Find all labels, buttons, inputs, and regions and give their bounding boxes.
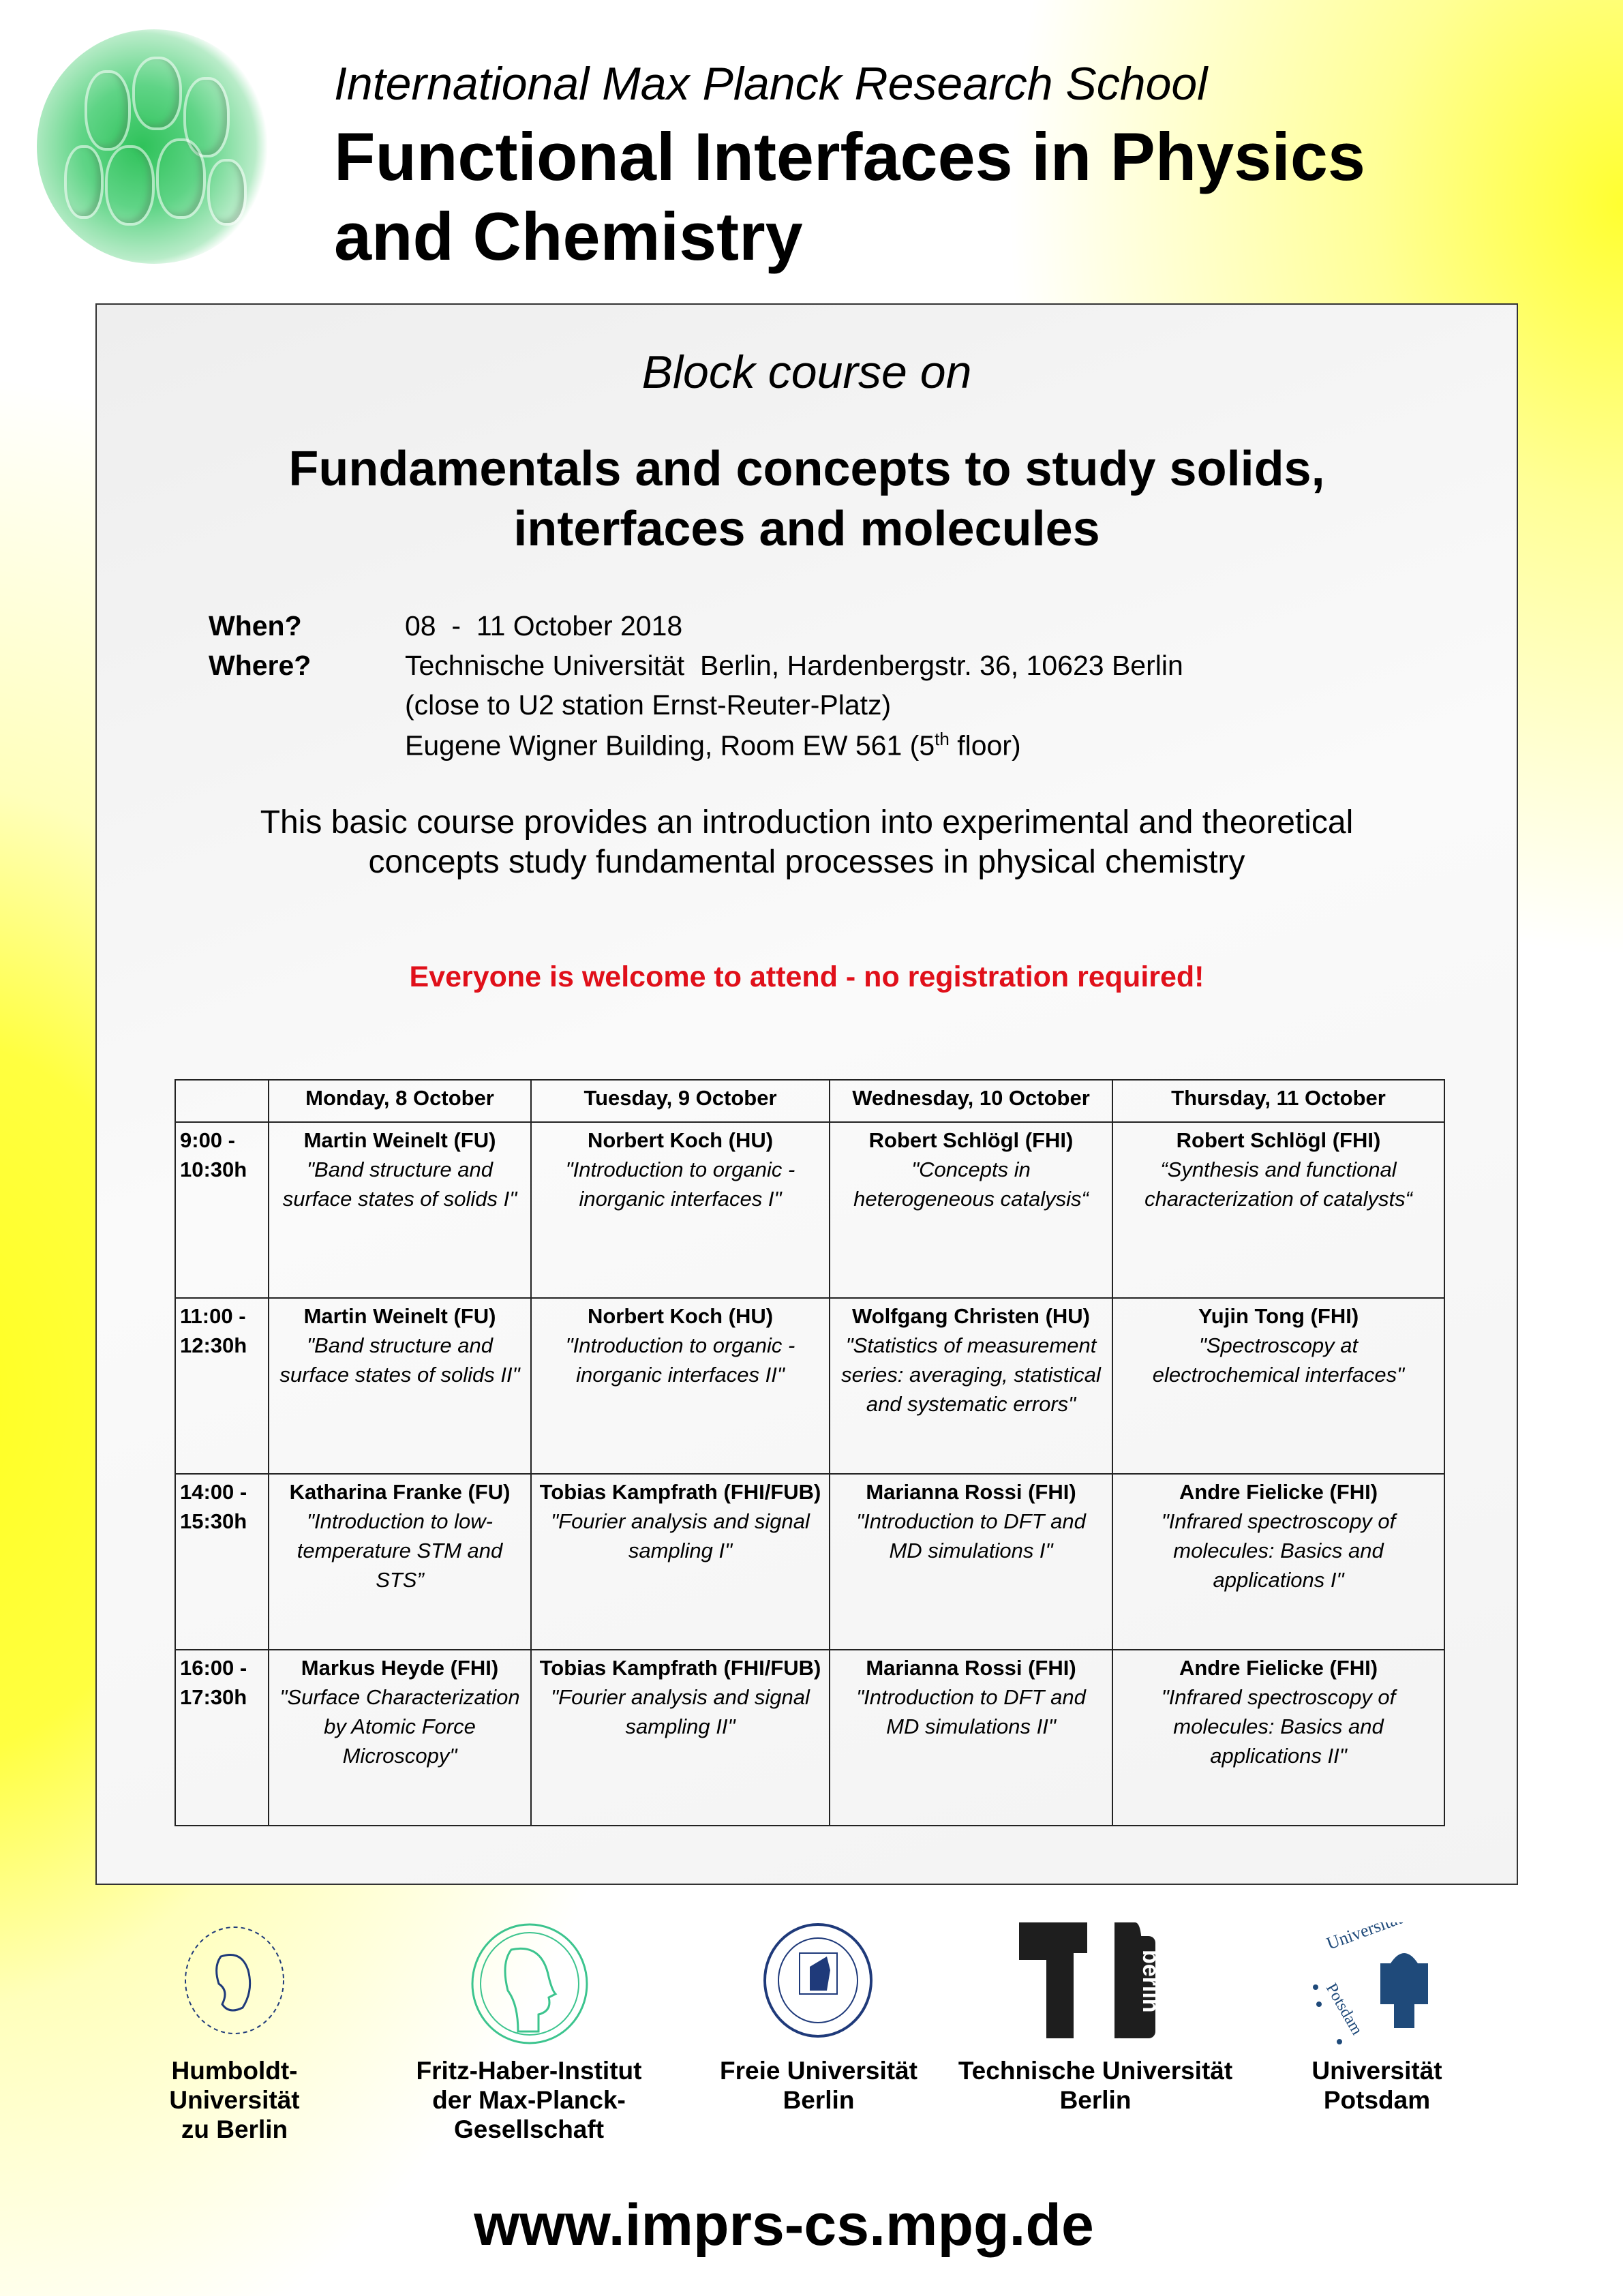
time-text: 12:30h: [180, 1333, 247, 1357]
speaker: Robert Schlögl (FHI): [1176, 1128, 1381, 1152]
time-slot: [175, 1122, 269, 1298]
lecture-title: "Introduction to DFT and: [856, 1509, 1086, 1533]
lecture-title: characterization of catalysts“: [1144, 1187, 1412, 1211]
day-header: Tuesday, 9 October: [531, 1080, 830, 1122]
imprs-logo: [37, 29, 271, 264]
time-slot: [175, 1298, 269, 1474]
speaker: Wolfgang Christen (HU): [851, 1304, 1090, 1328]
lecture-title: "Spectroscopy at: [1198, 1333, 1359, 1357]
speaker: Tobias Kampfrath (FHI/FUB): [539, 1656, 821, 1680]
day-header: Monday, 8 October: [269, 1080, 531, 1122]
time-text: 15:30h: [180, 1509, 247, 1533]
school-title-line2: and Chemistry: [334, 198, 803, 274]
schedule-row: [175, 1650, 1444, 1826]
svg-text:berlin: berlin: [1138, 1950, 1164, 2013]
schedule-table: [175, 1079, 1445, 1826]
partner-name-line: Technische Universität: [958, 2057, 1233, 2085]
speaker: Katharina Franke (FU): [289, 1480, 511, 1504]
partner-name-line: Berlin: [1059, 2086, 1132, 2114]
where-label: Where?: [209, 650, 312, 681]
partner-name-line: Universität: [1311, 2057, 1442, 2085]
session-cell: [830, 1650, 1112, 1826]
speaker: Marianna Rossi (FHI): [866, 1480, 1076, 1504]
lecture-title: molecules: Basics and: [1173, 1539, 1384, 1562]
speaker: Andre Fielicke (FHI): [1179, 1480, 1378, 1504]
description-line1: This basic course provides an introduction into experimental and theoretical: [260, 804, 1354, 841]
lecture-title: inorganic interfaces II": [576, 1363, 785, 1387]
lecture-title: sampling I": [628, 1539, 733, 1562]
school-title-line1: Functional Interfaces in Physics: [334, 119, 1365, 194]
lecture-title: surface states of solids I": [282, 1187, 517, 1211]
time-slot: [175, 1650, 269, 1826]
lecture-title: molecules: Basics and: [1173, 1715, 1384, 1738]
lecture-title: "Introduction to low-: [307, 1509, 493, 1533]
description-line2: concepts study fundamental processes in physical chemistry: [368, 844, 1245, 880]
session-cell: [830, 1474, 1112, 1650]
partner-name-line: Fritz-Haber-Institut: [416, 2057, 642, 2085]
speaker: Martin Weinelt (FU): [303, 1128, 496, 1152]
course-title-line2: interfaces and molecules: [513, 502, 1100, 556]
time-text: 9:00 -: [180, 1128, 235, 1152]
partner-name-line: Potsdam: [1323, 2086, 1431, 2114]
lecture-title: "Infrared spectroscopy of: [1161, 1509, 1396, 1533]
lecture-title: and systematic errors": [866, 1392, 1076, 1416]
partner-name-line: Universität: [169, 2086, 300, 2114]
session-cell: [830, 1122, 1112, 1298]
session-cell: [531, 1474, 830, 1650]
lecture-title: "Fourier analysis and signal: [551, 1685, 810, 1709]
time-text: 10:30h: [180, 1158, 247, 1181]
schedule-row: [175, 1122, 1444, 1298]
time-text: 14:00 -: [180, 1480, 247, 1504]
time-text: 16:00 -: [180, 1656, 247, 1680]
schedule-header-row: [175, 1080, 1444, 1122]
partner-name: [91, 2056, 378, 2144]
session-cell: [531, 1650, 830, 1826]
lecture-title: Microscopy": [342, 1744, 457, 1768]
lecture-title: MD simulations II": [886, 1715, 1056, 1738]
lecture-title: "Introduction to organic -: [565, 1333, 795, 1357]
session-cell: [1112, 1474, 1444, 1650]
schedule-row: [175, 1474, 1444, 1650]
lecture-title: applications II": [1210, 1744, 1347, 1768]
speaker: Tobias Kampfrath (FHI/FUB): [539, 1480, 821, 1504]
session-cell: [1112, 1650, 1444, 1826]
freie-universitaet-logo: [762, 1922, 875, 2038]
session-cell: [1112, 1122, 1444, 1298]
partner-name-line: Humboldt-: [171, 2057, 298, 2085]
room-text: Eugene Wigner Building, Room EW 561 (5: [405, 729, 935, 761]
session-cell: [830, 1298, 1112, 1474]
lecture-title: applications I": [1213, 1568, 1344, 1592]
partner-name: [1234, 2056, 1520, 2115]
lecture-title: "Band structure and: [307, 1333, 493, 1357]
speaker: Martin Weinelt (FU): [303, 1304, 496, 1328]
course-intro: Block course on: [641, 346, 972, 398]
speaker: Norbert Koch (HU): [587, 1304, 774, 1328]
day-header: Wednesday, 10 October: [830, 1080, 1112, 1122]
partner-name-line: zu Berlin: [181, 2115, 288, 2143]
where-room: [405, 729, 1021, 762]
session-cell: [531, 1298, 830, 1474]
lecture-title: "Concepts in: [911, 1158, 1031, 1181]
lecture-title: "Introduction to DFT and: [856, 1685, 1086, 1709]
where-address: Technische Universität Berlin, Hardenbergstr. 36, 10623 Berlin: [405, 650, 1183, 681]
partner-name: [386, 2056, 672, 2144]
when-value: 08 - 11 October 2018: [405, 610, 683, 641]
partner-name-line: Freie Universität: [720, 2057, 917, 2085]
partner-name-line: der Max-Planck-: [432, 2086, 626, 2114]
lecture-title: by Atomic Force: [324, 1715, 476, 1738]
school-subtitle: International Max Planck Research School: [334, 58, 1208, 110]
course-box: [95, 303, 1518, 1885]
lecture-title: inorganic interfaces I": [579, 1187, 782, 1211]
lecture-title: STS”: [376, 1568, 424, 1592]
lecture-title: MD simulations I": [889, 1539, 1053, 1562]
session-cell: [531, 1122, 830, 1298]
where-transit: (close to U2 station Ernst-Reuter-Platz): [405, 689, 892, 721]
website-url[interactable]: www.imprs-cs.mpg.de: [474, 2192, 1094, 2258]
session-cell: [1112, 1298, 1444, 1474]
session-cell: [269, 1298, 531, 1474]
schedule-row: [175, 1298, 1444, 1474]
time-slot: [175, 1474, 269, 1650]
partner-name-line: Berlin: [783, 2086, 855, 2114]
lecture-title: "Infrared spectroscopy of: [1161, 1685, 1396, 1709]
room-sup: th: [935, 729, 950, 749]
speaker: Norbert Koch (HU): [587, 1128, 774, 1152]
lecture-title: sampling II": [625, 1715, 735, 1738]
uni-potsdam-logo: [1309, 1922, 1445, 2052]
partner-name: [676, 2056, 962, 2115]
day-header: Thursday, 11 October: [1112, 1080, 1444, 1122]
svg-text:Potsdam: Potsdam: [1322, 1980, 1366, 2038]
lecture-title: temperature STM and: [297, 1539, 503, 1562]
speaker: Markus Heyde (FHI): [301, 1656, 499, 1680]
time-header: [175, 1080, 269, 1122]
speaker: Robert Schlögl (FHI): [868, 1128, 1074, 1152]
lecture-title: electrochemical interfaces": [1152, 1363, 1405, 1387]
when-label: When?: [209, 610, 302, 641]
svg-text:Universität: Universität: [1324, 1922, 1405, 1954]
speaker: Andre Fielicke (FHI): [1179, 1656, 1378, 1680]
humboldt-university-logo: [180, 1922, 289, 2038]
room-text-end: floor): [949, 729, 1021, 761]
course-title-line1: Fundamentals and concepts to study solids,: [288, 442, 1325, 496]
open-attendance-notice: Everyone is welcome to attend - no registration required!: [409, 961, 1204, 993]
lecture-title: “Synthesis and functional: [1160, 1158, 1397, 1181]
lecture-title: "Band structure and: [307, 1158, 493, 1181]
lecture-title: series: averaging, statistical: [841, 1363, 1101, 1387]
lecture-title: "Statistics of measurement: [845, 1333, 1097, 1357]
speaker: Marianna Rossi (FHI): [866, 1656, 1076, 1680]
lecture-title: heterogeneous catalysis“: [853, 1187, 1089, 1211]
time-text: 17:30h: [180, 1685, 247, 1709]
lecture-title: "Fourier analysis and signal: [551, 1509, 810, 1533]
lecture-title: "Surface Characterization: [279, 1685, 520, 1709]
lecture-title: "Introduction to organic -: [565, 1158, 795, 1181]
fritz-haber-institut-logo: [470, 1922, 590, 2045]
partner-name: [952, 2056, 1239, 2115]
partner-name-line: Gesellschaft: [453, 2115, 605, 2143]
speaker: Yujin Tong (FHI): [1198, 1304, 1359, 1328]
tu-berlin-logo: [1019, 1922, 1176, 2038]
time-text: 11:00 -: [180, 1304, 246, 1328]
session-cell: [269, 1474, 531, 1650]
lecture-title: surface states of solids II": [279, 1363, 520, 1387]
session-cell: [269, 1650, 531, 1826]
session-cell: [269, 1122, 531, 1298]
